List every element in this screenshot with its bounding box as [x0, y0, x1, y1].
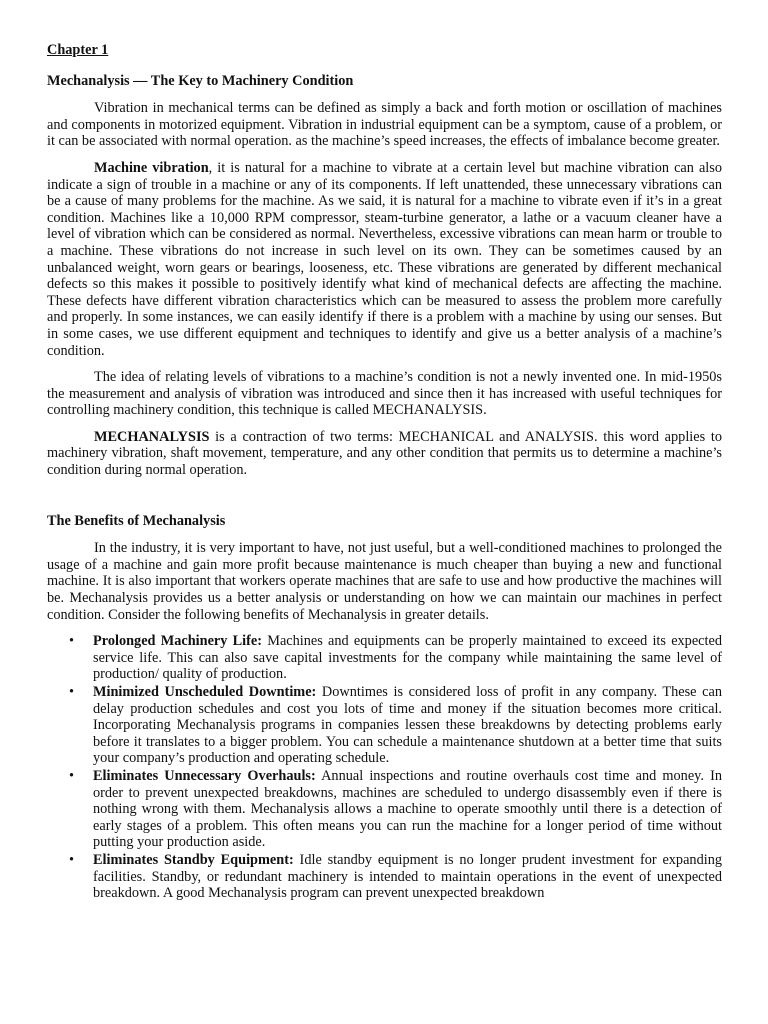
benefit-term: Minimized Unscheduled Downtime:	[93, 684, 317, 700]
benefits-list	[47, 633, 722, 902]
list-item	[47, 852, 722, 902]
paragraph-history	[47, 369, 722, 419]
paragraph-vibration-definition	[47, 100, 722, 150]
benefit-term: Prolonged Machinery Life:	[93, 633, 263, 650]
bullet-icon: •	[69, 851, 75, 868]
list-item	[47, 768, 722, 851]
paragraph-machine-vibration	[47, 160, 722, 359]
chapter-label: Chapter 1	[47, 42, 109, 58]
paragraph-text: , it is natural for a machine to vibrate at a certain level but machine vibration can also indicate a sign of trouble in a machine or any of its components. If left unattended, these unnecessary vibrations can be a cause of many problems for the machine. As we said, it is natural for a machine to vibrate even if it’s in a great condition. Machines like a 10,000 RPM compressor, steam-turbine generator, a lathe or a vacuum cleaner have a level of vibration which can be considered as normal. Nevertheless, excessive vibrations can mean harm or trouble to a machine. These vibrations do not increase in such level on its own. They can be sometimes caused by an unbalanced weight, worn gears or bearings, looseness, etc. These vibrations are generated by different mechanical defects so this makes it possible to positively identify what kind of mechanical defects are affecting the machine. These defects have different vibration characteristics which can be measured to assess the problem more carefully and properly. In some instances, we can easily identify if there is a problem with a machine by using our senses. But in some cases, we use different equipment and techniques to identify and give us a better analysis of a machine’s condition.	[47, 159, 722, 359]
paragraph-text: In the industry, it is very important to have, not just useful, but a well-conditioned machines to prolonged the usage of a machine and gain more profit because maintenance is much cheaper than buying a new and functional machine. It is also important that workers operate machines that are safe to use and how productive the machines will be. Mechanalysis provides us a better analysis or understanding on how we can maintain our machines in perfect condition. Consider the following benefits of Mechanalysis in greater details.	[47, 540, 722, 623]
bullet-icon: •	[69, 684, 75, 700]
list-item	[47, 633, 722, 683]
paragraph-lead-term: Machine vibration	[94, 159, 209, 176]
paragraph-lead-term: MECHANALYSIS	[94, 428, 210, 445]
section-spacer	[47, 489, 722, 513]
benefits-intro-paragraph	[47, 540, 722, 623]
paragraph-text: Vibration in mechanical terms can be defined as simply a back and forth motion or oscillation of machines and components in motorized equipment. Vibration in industrial equipment can be a symptom, cause of a problem, or it can be associated with normal operation. as the machine’s speed increases, the effects of imbalance become greater.	[47, 100, 722, 150]
benefit-term: Eliminates Standby Equipment:	[93, 851, 294, 868]
paragraph-mechanalysis-definition	[47, 429, 722, 479]
benefit-term: Eliminates Unnecessary Overhauls:	[93, 767, 316, 784]
paragraph-text: The idea of relating levels of vibrations to a machine’s condition is not a newly invented one. In mid-1950s the measurement and analysis of vibration was introduced and since then it has increased with useful techniques for controlling machinery condition, this technique is called MECHANALYSIS.	[47, 369, 722, 419]
document-title: Mechanalysis — The Key to Machinery Condition	[47, 72, 354, 89]
bullet-icon: •	[69, 767, 75, 784]
bullet-icon: •	[69, 633, 75, 650]
list-item	[47, 684, 722, 767]
benefit-text: Idle standby equipment is no longer prudent investment for expanding facilities. Standby, or redundant machinery is intended to maintain operations in the event of unexpected breakdown. A good Mechanalysis program can prevent unexpected breakdown	[93, 851, 722, 902]
benefit-text: Downtimes is considered loss of profit in any company. These can delay production schedules and cost you lots of time and money if the situation becomes more critical. Incorporating Mechanalysis programs in companies lessen these breakdowns by detecting problems early before it translates to a bigger problem. You can schedule a maintenance shutdown at a better time that suits your company’s production and operating schedule.	[93, 684, 722, 767]
benefit-text: Machines and equipments can be properly maintained to exceed its expected service life. This can also save capital investments for the company while maintaining the same level of production/ quality of production.	[93, 633, 722, 683]
benefits-heading: The Benefits of Mechanalysis	[47, 512, 226, 529]
paragraph-text: is a contraction of two terms: MECHANICAL and ANALYSIS. this word applies to machinery vibration, shaft movement, temperature, and any other condition that permits us to determine a machine’s condition during normal operation.	[47, 428, 722, 479]
benefit-text: Annual inspections and routine overhauls cost time and money. In order to prevent unexpected breakdowns, machines are scheduled to undergo disassembly even if there is nothing wrong with them. Mechanalysis allows a machine to operate smoothly until there is a detection of early stages of a problem. This often means you can run the machine for a longer period of time without putting your production aside.	[93, 767, 723, 851]
